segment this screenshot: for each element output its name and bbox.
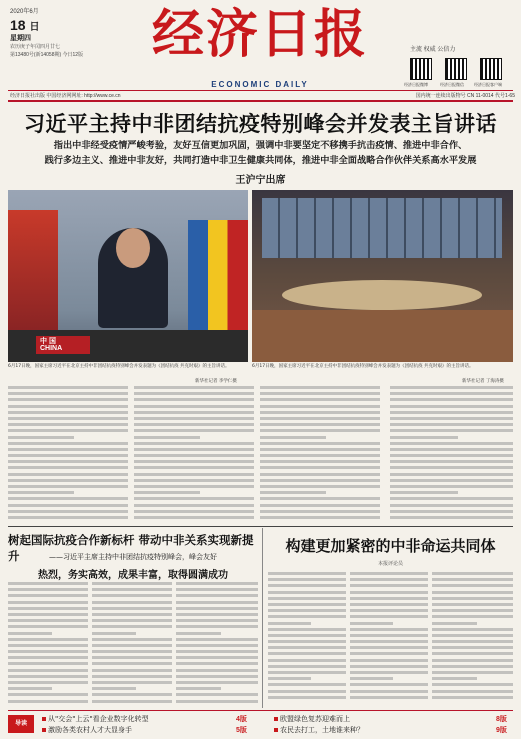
text-line — [268, 603, 346, 606]
flag-red — [8, 210, 58, 330]
text-line — [432, 659, 513, 662]
text-line — [8, 479, 128, 482]
text-line — [432, 690, 513, 693]
text-line — [8, 516, 128, 519]
text-line — [92, 619, 172, 622]
text-line — [92, 675, 172, 678]
text-line — [350, 696, 428, 699]
text-line — [8, 423, 128, 426]
text-line — [432, 609, 513, 612]
text-line — [134, 429, 254, 432]
text-line — [432, 603, 513, 606]
contents-page: 5版 — [236, 727, 247, 734]
text-line — [8, 588, 88, 591]
text-line — [350, 634, 428, 637]
text-line — [268, 615, 346, 618]
text-line — [432, 652, 513, 655]
text-line — [260, 436, 326, 439]
text-line — [260, 491, 326, 494]
text-line — [260, 460, 380, 463]
text-line — [176, 650, 258, 653]
contents-footer — [8, 710, 513, 736]
text-line — [92, 607, 172, 610]
photo-caption-right: 6月17日晚，国家主席习近平在北京主持中非团结抗疫特别峰会并发表题为《团结抗疫 共克时艰》的主旨讲话。 — [252, 364, 474, 369]
text-line — [432, 597, 513, 600]
text-line — [8, 473, 128, 476]
text-line — [432, 572, 513, 575]
qr-code-icon[interactable] — [410, 58, 432, 80]
text-line — [268, 597, 346, 600]
text-line — [350, 628, 428, 631]
hall-floor — [252, 310, 513, 362]
flag-multicolor — [188, 220, 248, 330]
date-day: 18 日 — [10, 17, 40, 33]
text-line — [134, 485, 254, 488]
text-line — [92, 588, 172, 591]
text-line — [92, 625, 172, 628]
text-line — [350, 665, 428, 668]
photo-credit-left: 新华社记者 李学仁摄 — [195, 379, 237, 384]
text-line — [176, 619, 258, 622]
text-line — [390, 386, 513, 389]
text-line — [8, 594, 88, 597]
text-line — [268, 677, 311, 680]
text-line — [92, 700, 172, 703]
text-line — [92, 656, 172, 659]
slogan: 主流 权威 公信力 — [410, 47, 456, 53]
text-line — [8, 454, 128, 457]
text-line — [176, 638, 258, 641]
text-line — [350, 578, 428, 581]
text-line — [390, 510, 513, 513]
text-line — [390, 417, 513, 420]
text-line — [260, 510, 380, 513]
text-line — [390, 442, 513, 445]
text-line — [260, 442, 380, 445]
text-line — [350, 609, 428, 612]
text-line — [260, 516, 380, 519]
text-line — [8, 613, 88, 616]
text-line — [8, 632, 52, 635]
text-line — [390, 473, 513, 476]
text-line — [268, 652, 346, 655]
photo-caption-left: 6月17日晚，国家主席习近平在北京主持中非团结抗疫特别峰会并发表题为《团结抗疫 共克时艰》的主旨讲话。 — [8, 364, 230, 369]
text-line — [134, 417, 254, 420]
text-line — [176, 644, 258, 647]
text-line — [390, 454, 513, 457]
text-line — [350, 690, 428, 693]
text-line — [350, 603, 428, 606]
body-column — [8, 582, 88, 706]
text-line — [134, 504, 254, 507]
text-line — [8, 436, 74, 439]
text-line — [350, 615, 428, 618]
text-line — [268, 609, 346, 612]
text-line — [134, 454, 254, 457]
text-line — [8, 582, 88, 585]
text-line — [176, 594, 258, 597]
text-line — [176, 601, 258, 604]
text-line — [268, 591, 346, 594]
text-line — [92, 662, 172, 665]
second-headline-right[interactable]: 构建更加紧密的中非命运共同体 — [285, 537, 496, 555]
date-block — [10, 6, 110, 59]
text-line — [8, 625, 88, 628]
text-line — [92, 644, 172, 647]
text-line — [390, 479, 513, 482]
text-line — [268, 659, 346, 662]
text-line — [8, 510, 128, 513]
text-line — [134, 491, 200, 494]
body-column — [350, 572, 428, 706]
text-line — [432, 671, 513, 674]
photo-summit-hall[interactable] — [252, 190, 513, 362]
text-line — [8, 411, 128, 414]
text-line — [260, 423, 380, 426]
body-column — [92, 582, 172, 706]
text-line — [390, 423, 513, 426]
text-line — [260, 448, 380, 451]
text-line — [260, 473, 380, 476]
text-line — [176, 625, 258, 628]
text-line — [260, 386, 380, 389]
text-line — [268, 640, 346, 643]
text-line — [8, 607, 88, 610]
text-line — [8, 398, 128, 401]
text-line — [176, 675, 258, 678]
text-line — [390, 405, 513, 408]
text-line — [8, 681, 88, 684]
text-line — [8, 693, 88, 696]
body-column — [390, 386, 513, 524]
text-line — [176, 700, 258, 703]
lead-headline[interactable]: 习近平主持中非团结抗疫特别峰会并发表主旨讲话 — [24, 112, 497, 136]
text-line — [176, 681, 258, 684]
text-line — [176, 656, 258, 659]
text-line — [176, 613, 258, 616]
text-line — [8, 601, 88, 604]
text-line — [350, 597, 428, 600]
text-line — [92, 693, 172, 696]
text-line — [268, 646, 346, 649]
text-line — [432, 615, 513, 618]
text-line — [8, 448, 128, 451]
masthead-rule-bottom — [8, 100, 513, 102]
text-line — [260, 485, 380, 488]
text-line — [268, 690, 346, 693]
text-line — [8, 491, 74, 494]
text-line — [92, 613, 172, 616]
text-line — [134, 386, 254, 389]
text-line — [134, 442, 254, 445]
text-line — [134, 448, 254, 451]
text-line — [176, 693, 258, 696]
text-line — [390, 485, 513, 488]
text-line — [390, 448, 513, 451]
text-line — [134, 398, 254, 401]
text-line — [8, 619, 88, 622]
text-line — [134, 411, 254, 414]
text-line — [92, 669, 172, 672]
text-line — [350, 652, 428, 655]
text-line — [432, 696, 513, 699]
text-line — [176, 582, 258, 585]
china-nameplate: 中 国 CHINA — [36, 336, 90, 354]
text-line — [390, 504, 513, 507]
text-line — [134, 497, 254, 500]
text-line — [134, 466, 254, 469]
contents-page: 9版 — [496, 727, 507, 734]
body-column — [134, 386, 254, 524]
text-line — [176, 687, 221, 690]
qr-label: 经济日报客户端 — [474, 82, 502, 87]
text-line — [92, 650, 172, 653]
text-line — [390, 466, 513, 469]
conference-table — [282, 280, 482, 310]
contents-item[interactable]: 激励各类农村人才大显身手 — [42, 725, 132, 735]
text-line — [8, 417, 128, 420]
text-line — [8, 442, 128, 445]
text-line — [8, 650, 88, 653]
text-line — [134, 392, 254, 395]
text-line — [134, 460, 254, 463]
text-line — [268, 622, 311, 625]
text-line — [350, 591, 428, 594]
body-column — [260, 386, 380, 524]
contents-page: 8版 — [496, 716, 507, 723]
text-line — [390, 429, 513, 432]
text-line — [260, 454, 380, 457]
text-line — [176, 632, 221, 635]
section-divider — [8, 526, 513, 527]
text-line — [134, 423, 254, 426]
masthead: 2020年6月 18 日 星期四 农历庚子年闰四月廿七 第13480号(新14058期) 今日12版 经济日报 ECONOMIC DAILY 主流 权威 公信力 经济日报微博 经济日报微信 经济日报客户端 经济日报社出版 中国经济网网址: http://www.ce.cn 国内统一连续出版物号 CN 11-0014 代号1-65 — [0, 0, 521, 100]
body-column — [8, 386, 128, 524]
text-line — [134, 516, 254, 519]
text-line — [8, 644, 88, 647]
text-line — [268, 634, 346, 637]
text-line — [134, 479, 254, 482]
text-line — [432, 578, 513, 581]
text-line — [8, 669, 88, 672]
text-line — [8, 656, 88, 659]
text-line — [432, 584, 513, 587]
masthead-rule — [8, 90, 513, 91]
text-line — [432, 622, 477, 625]
text-line — [350, 584, 428, 587]
text-line — [92, 601, 172, 604]
text-line — [92, 632, 136, 635]
text-line — [268, 584, 346, 587]
weekday: 星期四 — [10, 35, 31, 42]
text-line — [432, 634, 513, 637]
text-line — [92, 594, 172, 597]
text-line — [260, 417, 380, 420]
second-sub-left-2: 热烈，务实高效，成果丰富，取得圆满成功 — [38, 570, 228, 581]
text-line — [350, 683, 428, 686]
text-line — [350, 572, 428, 575]
text-line — [390, 491, 458, 494]
newspaper-subtitle: ECONOMIC DAILY — [211, 80, 309, 89]
photo-credit-right: 新华社记者 丁海涛摄 — [462, 379, 504, 384]
text-line — [8, 466, 128, 469]
text-line — [134, 510, 254, 513]
text-line — [268, 683, 346, 686]
text-line — [8, 386, 128, 389]
text-line — [390, 497, 513, 500]
text-line — [8, 392, 128, 395]
text-line — [350, 659, 428, 662]
text-line — [268, 572, 346, 575]
text-line — [260, 429, 380, 432]
date-year: 2020年6月 — [10, 9, 39, 15]
contents-item[interactable]: 从"交会"上云"看企业数字化转型 — [42, 714, 149, 724]
text-line — [268, 696, 346, 699]
text-line — [350, 671, 428, 674]
text-line — [92, 582, 172, 585]
text-line — [390, 460, 513, 463]
qr-code-icon[interactable] — [445, 58, 467, 80]
text-line — [260, 479, 380, 482]
text-line — [8, 429, 128, 432]
commentary-byline: 本报评论员 — [377, 561, 403, 567]
text-line — [176, 662, 258, 665]
text-line — [134, 436, 200, 439]
text-line — [268, 671, 346, 674]
issue-number: 第13480号(新14058期) 今日12版 — [10, 52, 84, 58]
body-column — [432, 572, 513, 706]
text-line — [8, 485, 128, 488]
text-line — [390, 436, 458, 439]
text-line — [432, 628, 513, 631]
text-line — [260, 405, 380, 408]
body-column — [268, 572, 346, 706]
text-line — [260, 466, 380, 469]
text-line — [390, 398, 513, 401]
text-line — [8, 638, 88, 641]
text-line — [260, 392, 380, 395]
text-line — [260, 398, 380, 401]
text-line — [432, 591, 513, 594]
video-screen-wall — [262, 198, 502, 258]
qr-code-icon[interactable] — [480, 58, 502, 80]
text-line — [260, 504, 380, 507]
text-line — [268, 665, 346, 668]
text-line — [350, 622, 393, 625]
text-line — [176, 588, 258, 591]
text-line — [350, 677, 393, 680]
text-line — [134, 405, 254, 408]
text-line — [350, 646, 428, 649]
photo-xi-speech[interactable] — [8, 190, 248, 362]
text-line — [432, 665, 513, 668]
qr-label: 经济日报微信 — [440, 82, 464, 87]
contents-item[interactable]: 农民去打工，土地谁来种？ — [274, 725, 364, 735]
text-line — [8, 460, 128, 463]
second-headline-left[interactable]: 树起国际抗疫合作新标杆 带动中非关系实现新提升 — [8, 533, 254, 563]
text-line — [390, 411, 513, 414]
text-line — [432, 677, 477, 680]
column-divider — [262, 528, 263, 708]
text-line — [8, 405, 128, 408]
contents-badge: 导读 — [8, 715, 34, 733]
text-line — [92, 687, 136, 690]
text-line — [432, 683, 513, 686]
text-line — [176, 607, 258, 610]
text-line — [268, 628, 346, 631]
text-line — [176, 669, 258, 672]
lead-byline: 王沪宁出席 — [235, 175, 286, 186]
text-line — [8, 504, 128, 507]
lunar-date: 农历庚子年闰四月廿七 — [10, 44, 61, 50]
text-line — [432, 646, 513, 649]
contents-item[interactable]: 欧盟绿色复苏迎难而上 — [274, 714, 350, 724]
contents-page: 4版 — [236, 716, 247, 723]
text-line — [432, 640, 513, 643]
second-sub-left-1: ——习近平主席主持中非团结抗疫特别峰会，峰会友好 — [49, 553, 217, 561]
text-line — [268, 578, 346, 581]
text-line — [134, 473, 254, 476]
body-column — [176, 582, 258, 706]
speaker-face — [116, 228, 150, 268]
text-line — [390, 516, 513, 519]
lead-subhead: 指出中非经受疫情严峻考验，友好互信更加巩固，强调中非要坚定不移携手抗击疫情、推进中非合作、 践行多边主义、推进中非友好，共同打造中非卫生健康共同体，推进中非全面战略合作伙伴关系高水平发展 — [44, 140, 477, 166]
text-line — [8, 497, 128, 500]
text-line — [8, 687, 52, 690]
text-line — [92, 638, 172, 641]
text-line — [92, 681, 172, 684]
text-line — [260, 411, 380, 414]
text-line — [8, 700, 88, 703]
newspaper-title: 经济日报 — [151, 4, 368, 65]
text-line — [390, 392, 513, 395]
text-line — [8, 662, 88, 665]
text-line — [350, 640, 428, 643]
qr-label: 经济日报微博 — [404, 82, 428, 87]
text-line — [8, 675, 88, 678]
text-line — [260, 497, 380, 500]
